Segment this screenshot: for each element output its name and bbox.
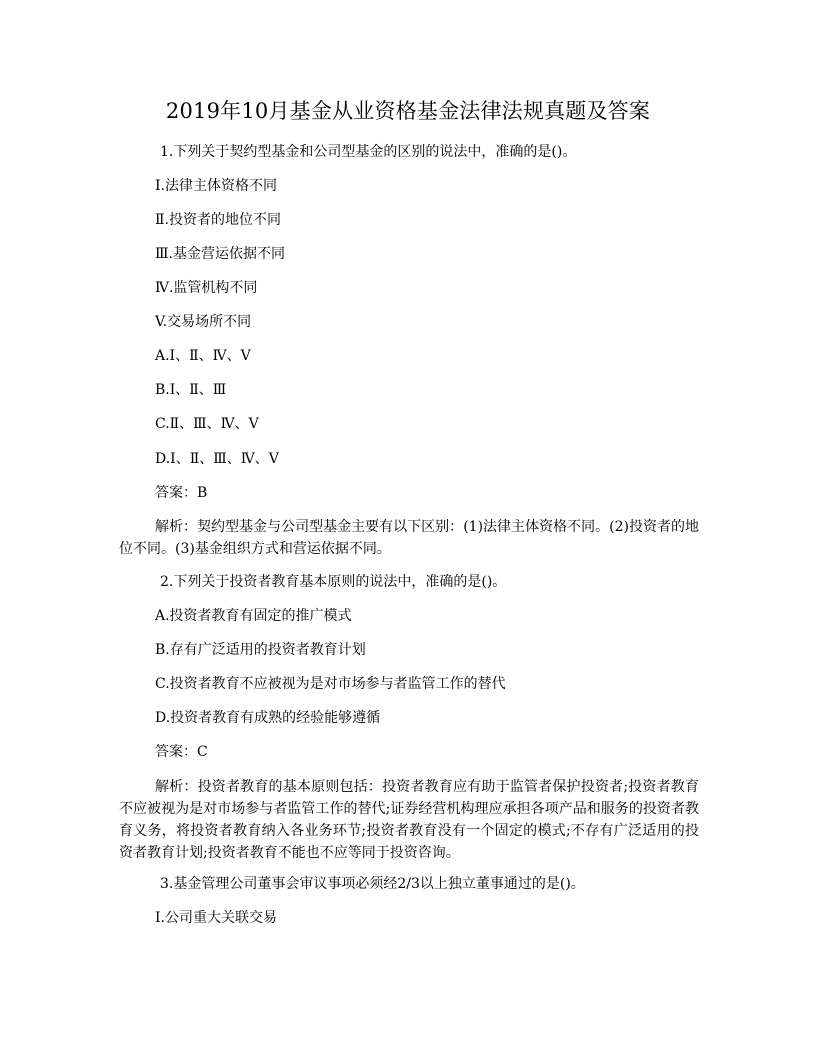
q1-option-d: D.Ⅰ、Ⅱ、Ⅲ、Ⅳ、V [155, 451, 279, 467]
q2-option-b: B.存有广泛适用的投资者教育计划 [155, 642, 366, 658]
q2-analysis: 解析：投资者教育的基本原则包括：投资者教育应有助于监管者保护投资者;投资者教育不应被视为是对市场参与者监管工作的替代;证券经营机构理应承担各项产品和服务的投资者教育义务，将投资者教育纳入各业务环节;投资者教育没有一个固定的模式;不存有广泛适用的投资者教育计划;投资者教育不能也不应等同于投资咨询。 [119, 779, 699, 861]
q1-item-4: Ⅳ.监管机构不同 [155, 280, 258, 296]
q1-item-2: Ⅱ.投资者的地位不同 [155, 212, 281, 228]
q1-analysis: 解析：契约型基金与公司型基金主要有以下区别：(1)法律主体资格不同。(2)投资者的地位不同。(3)基金组织方式和营运依据不同。 [119, 519, 699, 557]
question-1-text: 1.下列关于契约型基金和公司型基金的区别的说法中，准确的是()。 [160, 144, 577, 160]
q2-option-d: D.投资者教育有成熟的经验能够遵循 [155, 710, 381, 726]
q1-item-1: Ⅰ.法律主体资格不同 [155, 178, 277, 194]
question-2-text: 2.下列关于投资者教育基本原则的说法中，准确的是()。 [160, 574, 507, 590]
q1-answer: 答案：B [155, 485, 208, 501]
q1-option-a: A.Ⅰ、Ⅱ、Ⅳ、V [155, 348, 251, 364]
q1-item-5: V.交易场所不同 [155, 314, 252, 330]
q3-item-1: I.公司重大关联交易 [155, 910, 277, 926]
document-title: 2019年10月基金从业资格基金法律法规真题及答案 [165, 99, 651, 123]
q2-option-c: C.投资者教育不应被视为是对市场参与者监管工作的替代 [155, 676, 506, 692]
q1-option-b: B.Ⅰ、Ⅱ、Ⅲ [155, 382, 227, 398]
question-3-text: 3.基金管理公司董事会审议事项必须经2/3以上独立董事通过的是()。 [160, 876, 585, 892]
q1-option-c: C.Ⅱ、Ⅲ、Ⅳ、V [155, 416, 259, 432]
q1-item-3: Ⅲ.基金营运依据不同 [155, 246, 285, 262]
q2-answer: 答案：C [155, 744, 208, 760]
q2-option-a: A.投资者教育有固定的推广模式 [155, 608, 352, 624]
